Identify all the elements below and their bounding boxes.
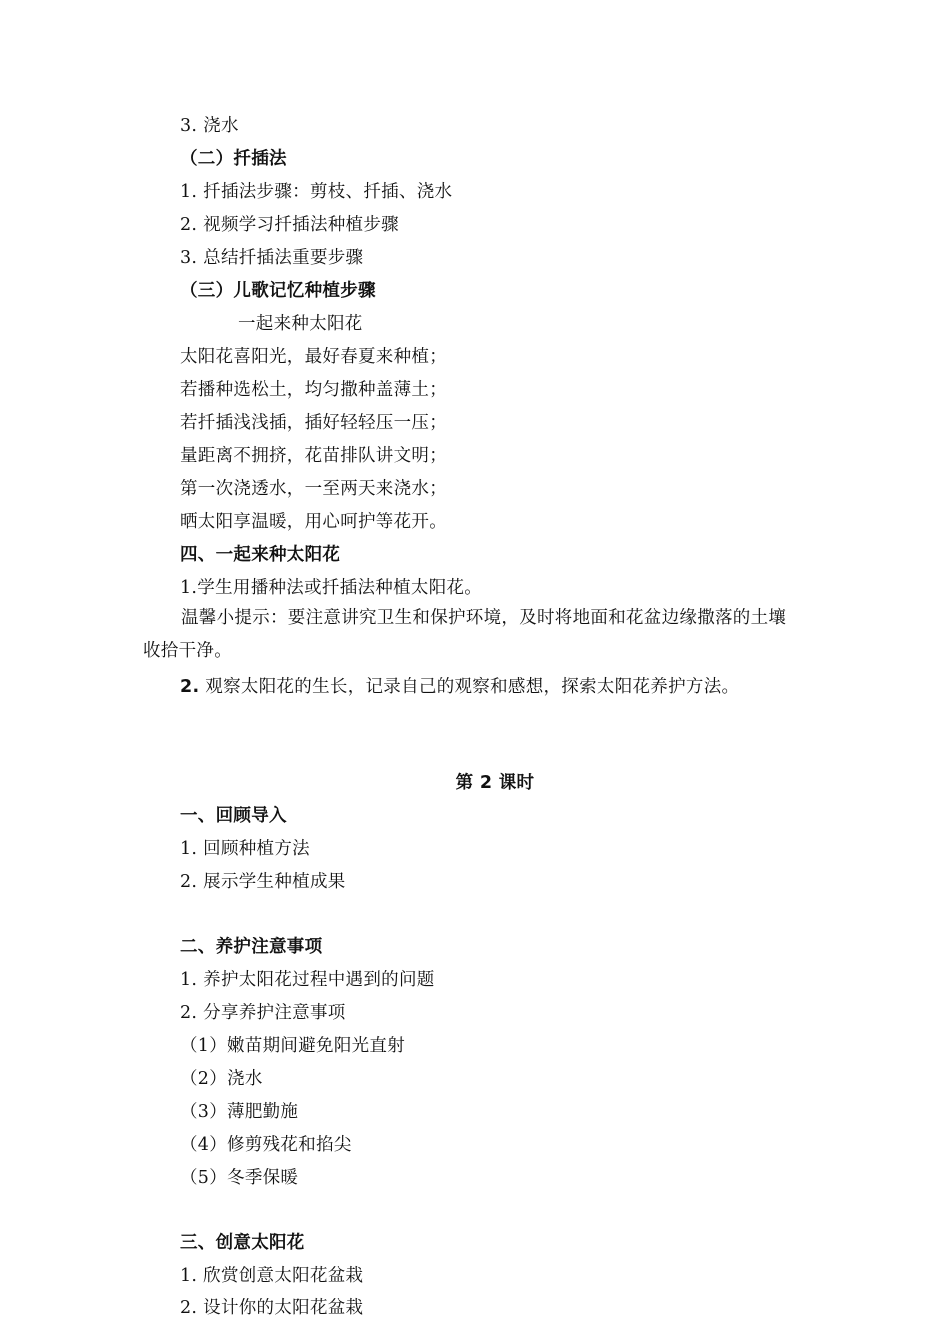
- list-item: 3. 总结扦插法重要步骤: [180, 248, 364, 268]
- list-item: 1. 回顾种植方法: [180, 839, 310, 859]
- list-item: 1. 扦插法步骤：剪枝、扦插、浇水: [180, 182, 453, 202]
- rhyme-heading: （三）儿歌记忆种植步骤: [180, 281, 376, 301]
- creative-heading: 三、创意太阳花: [180, 1233, 305, 1253]
- review-heading: 一、回顾导入: [180, 806, 287, 826]
- tip-paragraph: 温馨小提示：要注意讲究卫生和保护环境，及时将地面和花盆边缘撒落的土壤收拾干净。: [143, 608, 787, 661]
- list-item: 1.学生用播种法或扦插法种植太阳花。: [180, 578, 483, 598]
- care-heading: 二、养护注意事项: [180, 937, 323, 957]
- rhyme-line: 晒太阳享温暖，用心呵护等花开。: [180, 512, 447, 532]
- lesson-2-title: 第 2 课时: [455, 773, 535, 793]
- list-item: 2. 分享养护注意事项: [180, 1003, 346, 1023]
- rhyme-line: 若播种选松土，均匀撒种盖薄土；: [180, 380, 447, 400]
- sub-list-item: （5）冬季保暖: [180, 1168, 299, 1188]
- sub-list-item: （1）嫩苗期间避免阳光直射: [180, 1036, 406, 1056]
- sub-list-item: （2）浇水: [180, 1069, 263, 1089]
- list-item: [180, 676, 739, 698]
- planting-step-3: 3. 浇水: [180, 116, 239, 136]
- list-item: 1. 欣赏创意太阳花盆栽: [180, 1266, 364, 1286]
- sub-list-item: （3）薄肥勤施: [180, 1102, 299, 1122]
- rhyme-line: 量距离不拥挤，花苗排队讲文明；: [180, 446, 447, 466]
- list-item: 2. 设计你的太阳花盆栽: [180, 1298, 364, 1318]
- rhyme-line: 太阳花喜阳光，最好春夏来种植；: [180, 347, 447, 367]
- list-item: 2. 视频学习扦插法种植步骤: [180, 215, 399, 235]
- list-item: 1. 养护太阳花过程中遇到的问题: [180, 970, 435, 990]
- sub-list-item: （4）修剪残花和掐尖: [180, 1135, 352, 1155]
- item-text: 观察太阳花的生长，记录自己的观察和感想，探索太阳花养护方法。: [199, 677, 740, 697]
- section-4-heading: 四、一起来种太阳花: [180, 545, 341, 565]
- cutting-method-heading: （二）扦插法: [180, 149, 287, 169]
- rhyme-line: 第一次浇透水，一至两天来浇水；: [180, 479, 447, 499]
- list-item: 2. 展示学生种植成果: [180, 872, 346, 892]
- rhyme-title: 一起来种太阳花: [238, 314, 363, 334]
- item-number: 2.: [180, 677, 200, 697]
- rhyme-line: 若扦插浅浅插，插好轻轻压一压；: [180, 413, 447, 433]
